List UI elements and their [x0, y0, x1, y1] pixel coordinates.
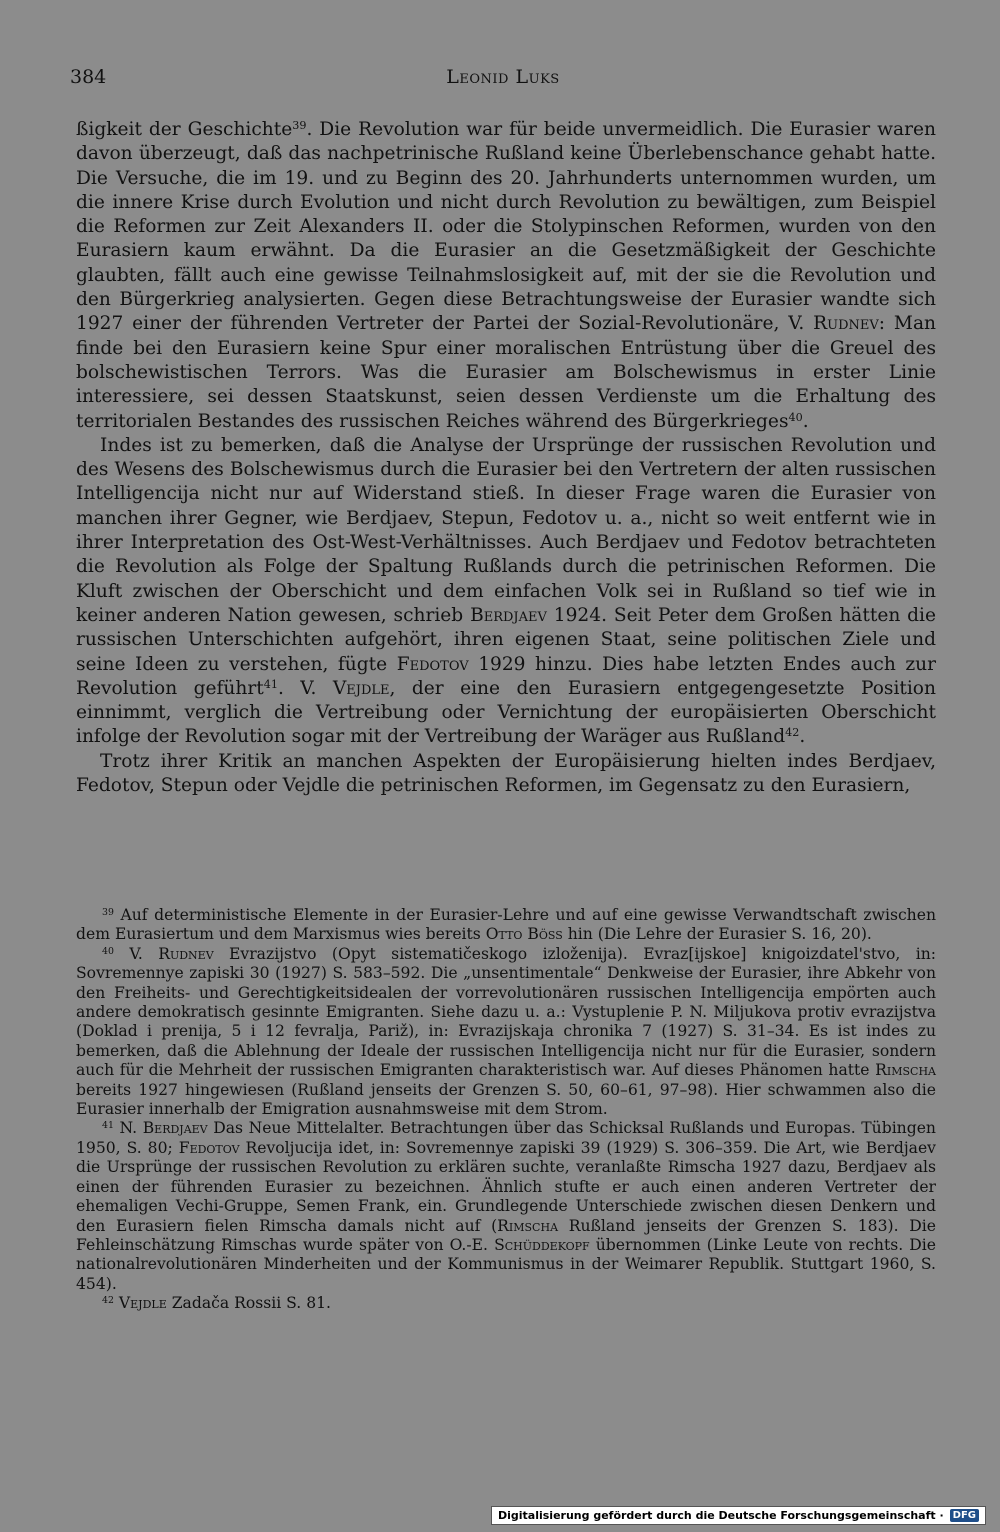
author-name: Rudnev [813, 313, 879, 335]
text-run: . [802, 410, 809, 432]
footnote-number: 40 [102, 945, 114, 957]
page-number: 384 [70, 66, 107, 88]
paragraph [76, 118, 936, 434]
text-run: . [799, 726, 806, 748]
author-name: Rimscha [875, 1061, 936, 1080]
footnote-number: 41 [102, 1120, 114, 1132]
footnote-41 [76, 1119, 936, 1294]
main-text [76, 118, 936, 798]
text-run: 1929 hinzu. Dies habe letzten Endes auch zur Revolution geführt [76, 653, 936, 699]
paragraph [76, 750, 936, 799]
footnote-40 [76, 945, 936, 1120]
author-name: Vejdle [118, 1294, 167, 1313]
author-name: Vejdle [332, 677, 390, 699]
author-name: Otto Böss [485, 925, 563, 944]
footnotes [76, 906, 936, 1314]
footnote-39 [76, 906, 936, 945]
text-run: Auf deterministische Elemente in der Eurasier-Lehre und auf eine gewisse Verwandtschaft zwischen dem Eurasiertum und dem Marxismus wies bereits [76, 906, 936, 944]
author-name: Berdjaev [142, 1119, 208, 1138]
text-run: Das Neue Mittelalter. Betrachtungen über das Schicksal Rußlands und Europas. Tübingen 1950, S. 80; [76, 1119, 936, 1157]
digitization-credit[interactable] [491, 1506, 986, 1525]
author-name: Berdjaev [470, 604, 547, 626]
text-run: Trotz ihrer Kritik an manchen Aspekten der Europäisierung hielten indes Berdjaev, Fedotov, Stepun oder Vejdle die petrinischen Reformen, im Gegensatz zu den Eurasiern, [76, 750, 936, 797]
text-run: N. [113, 1119, 143, 1138]
page-header [70, 66, 936, 96]
author-name: Fedotov [396, 653, 469, 675]
footnote-ref[interactable]: 41 [263, 677, 278, 691]
author-name: Rudnev [158, 944, 214, 963]
text-run: 1924. Seit Peter dem Großen hätten die russischen Unterschichten aufgehört, ihren eigenen Staat, seine politischen Ziele und seine Ideen zu verstehen, fügte [76, 604, 937, 675]
text-run: Evrazijstvo (Opyt sistematičeskogo izloženija). Evraz[ijskoe] knigoizdatel'stvo, in: Sovremennye zapiski 30 (1927) S. 583–592. Die „unsentimentale“ Denkweise der Eurasier, ihre Abkehr von den Freiheits- und Gerechtigkeitsidealen der vorrevolutionären russischen Intelligencija empörten auch andere demokratisch gesinnte Emigranten. Siehe dazu u. a.: Vystuplenie P. N. Miljukova protiv evrazijstva (Doklad i prenija, 5 i 12 fevralja, Pariž), in: Evrazijskaja chronika 7 (1927) S. 31–34. Es ist indes zu bemerken, daß die Ablehnung der Ideale der russischen Intelligencija nicht nur für die Eurasier, sondern auch für die Mehrheit der russischen Emigranten charakteristisch war. Auf dieses Phänomen hatte [76, 944, 936, 1080]
text-run: hin (Die Lehre der Eurasier S. 16, 20). [562, 925, 872, 944]
text-run: Indes ist zu bemerken, daß die Analyse der Ursprünge der russischen Revolution und des Wesens des Bolschewismus durch die Eurasier bei den Vertretern der alten russischen Intelligencija nicht nur auf Widerstand stieß. In dieser Frage waren die Eurasier von manchen ihrer Gegner, wie Berdjaev, Stepun, Fedotov u. a., nicht so weit entfernt wie in ihrer Interpretation des Ost-West-Verhältnisses. Auch Berdjaev und Fedotov betrachteten die Revolution als Folge der Spaltung Rußlands durch die petrinischen Reformen. Die Kluft zwischen der Oberschicht und dem einfachen Volk sei in Rußland so tief wie in keiner anderen Nation gewesen, schrieb [76, 434, 936, 626]
text-run: : Man finde bei den Eurasiern keine Spur einer moralischen Entrüstung über die Greuel des bolschewistischen Terrors. Was die Eurasier am Bolschewismus in erster Linie interessiere, sei dessen Staatskunst, seien dessen Verdienste um die Erhaltung des territorialen Bestandes des russischen Reiches während des Bürgerkrieges [76, 313, 937, 432]
text-run: bereits 1927 hingewiesen (Rußland jenseits der Grenzen S. 50, 60–61, 97–98). Hier schwammen also die Eurasier innerhalb der Emigration ausnahmsweise mit dem Strom. [76, 1080, 936, 1119]
author-name: Rimscha [497, 1216, 559, 1235]
author-name: Fedotov [178, 1138, 240, 1157]
footnote-42 [76, 1294, 936, 1313]
text-run: . Die Revolution war für beide unvermeidlich. Die Eurasier waren davon überzeugt, daß das nachpetrinische Rußland keine Überlebenschance gehabt hatte. Die Versuche, die im 19. und zu Beginn des 20. Jahrhunderts unternommen wurden, um die innere Krise durch Evolution und nicht durch Revolution zu bewältigen, zum Beispiel die Reformen zur Zeit Alexanders II. oder die Stolypinschen Reformen, wurden von den Eurasiern kaum erwähnt. Da die Eurasier an die Gesetzmäßigkeit der Geschichte glaubten, fällt auch eine gewisse Teilnahmslosigkeit auf, mit der sie die Revolution und den Bürgerkrieg analysierten. Gegen diese Betrachtungsweise der Eurasier wandte sich 1927 einer der führenden Vertreter der Partei der Sozial-Revolutionäre, V. [76, 119, 936, 335]
text-run: . V. [277, 677, 333, 699]
footnote-number: 39 [102, 906, 114, 918]
text-run: ßigkeit der Geschichte [76, 119, 293, 140]
running-title: Leonid Luks [446, 66, 560, 88]
dfg-logo-icon: DFG [950, 1509, 979, 1522]
text-run: Revoljucija idet, in: Sovremennye zapiski 39 (1929) S. 306–359. Die Art, wie Berdjaev die Ursprünge der russischen Revolution zu erklären suchte, veranlaßte Rimscha 1927 dazu, Berdjaev als einen der führenden Eurasier zu bezeichnen. Ähnlich stufte er auch einen anderen Vertreter der ehemaligen Vechi-Gruppe, Semen Frank, ein. Grundlegende Unterschiede zwischen diesen Denkern und den Eurasiern fielen Rimscha damals nicht auf ( [76, 1138, 936, 1235]
text-run: Zadača Rossii S. 81. [166, 1294, 332, 1313]
credit-text: Digitalisierung gefördert durch die Deutsche Forschungsgemeinschaft · [497, 1509, 944, 1522]
text-run: Rußland jenseits der Grenzen S. 183). Die Fehleinschätzung Rimschas wurde später von O.-E. [76, 1216, 936, 1254]
footnote-ref[interactable]: 40 [788, 410, 803, 424]
footnote-ref[interactable]: 39 [292, 118, 307, 132]
footnote-number: 42 [102, 1294, 114, 1306]
text-run: übernommen (Linke Leute von rechts. Die nationalrevolutionären Minderheiten und der Kommunismus in der Weimarer Republik. Stuttgart 1960, S. 454). [76, 1235, 936, 1293]
text-run: V. [113, 944, 159, 963]
footnote-ref[interactable]: 42 [785, 726, 800, 740]
text-run: , der eine den Eurasiern entgegengesetzte Position einnimmt, verglich die Vertreibung oder Vernichtung der europäisierten Oberschicht infolge der Revolution sogar mit der Vertreibung der Waräger aus Rußland [76, 677, 936, 748]
author-name: Schüddekopf [494, 1235, 590, 1254]
paragraph [76, 434, 936, 750]
